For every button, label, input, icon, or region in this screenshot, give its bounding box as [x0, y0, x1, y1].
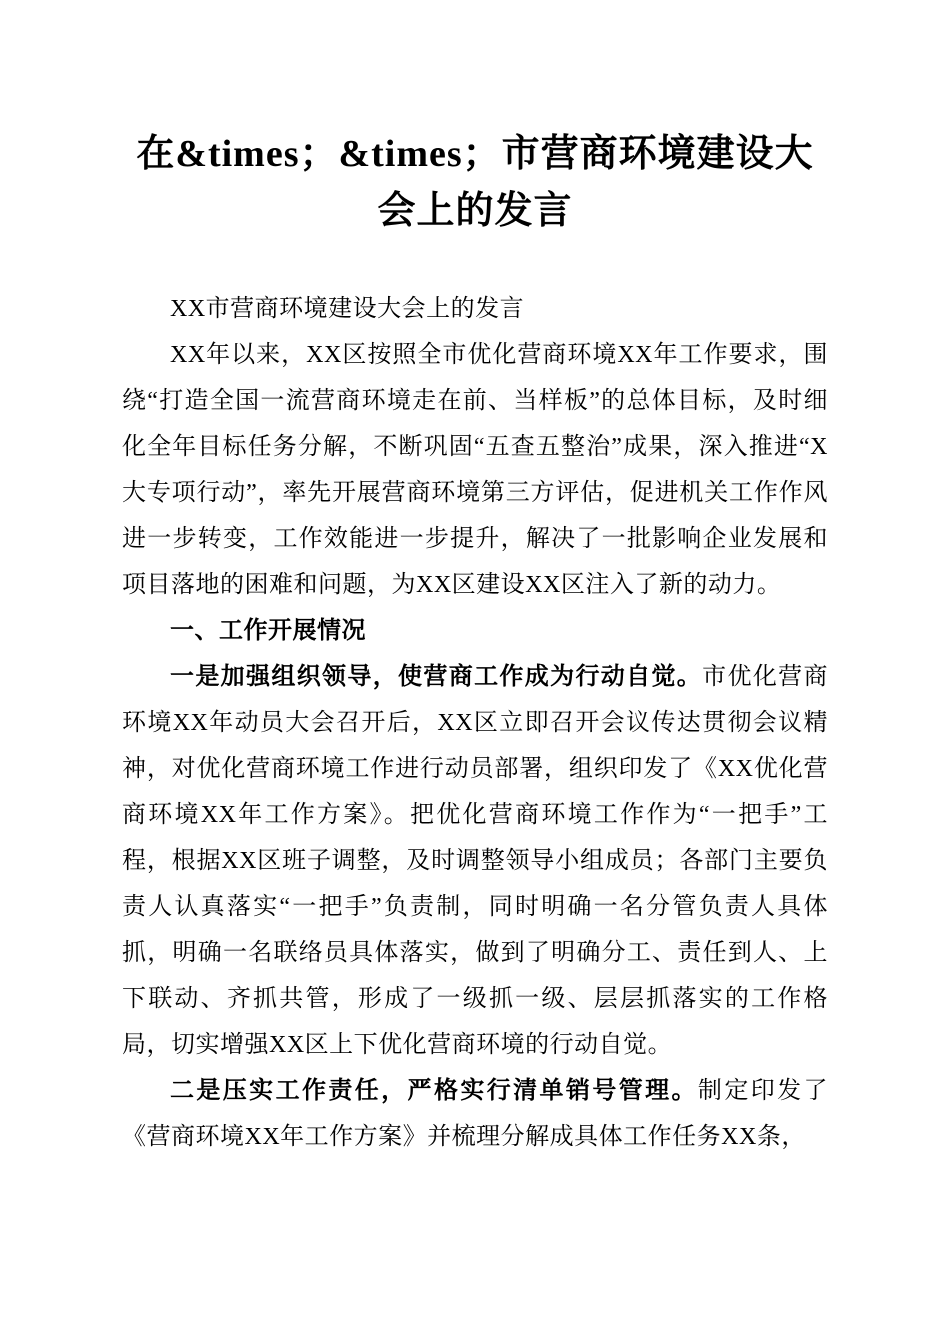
paragraph-point-1: [122, 654, 828, 1068]
paragraph-point-2-text: 制定印发了《营商环境XX年工作方案》并梳理分解成具体工作任务XX条，: [122, 1078, 829, 1150]
paragraph-subtitle: XX市营商环境建设大会上的发言: [170, 296, 525, 322]
paragraph-point-2-lead: 二是压实工作责任，严格实行清单销号管理。: [170, 1078, 698, 1104]
document-title: 在&times；&times；市营商环境建设大会上的发言: [136, 133, 814, 232]
paragraph-overview: XX年以来，XX区按照全市优化营商环境XX年工作要求，围绕“打造全国一流营商环境走在前、当样板”的总体目标，及时细化全年目标任务分解，不断巩固“五查五整治”成果，深入推进“X大专项行动”，率先开展营商环境第三方评估，促进机关工作作风进一步转变，工作效能进一步提升，解决了一批影响企业发展和项目落地的困难和问题，为XX区建设XX区注入了新的动力。: [122, 342, 828, 598]
document-body: [122, 286, 828, 1160]
paragraph-point-2: [122, 1068, 828, 1160]
paragraph-point-1-text: 市优化营商环境XX年动员大会召开后，XX区立即召开会议传达贯彻会议精神，对优化营商环境工作进行动员部署，组织印发了《XX优化营商环境XX年工作方案》。把优化营商环境工作作为“一把手”工程，根据XX区班子调整，及时调整领导小组成员；各部门主要负责人认真落实“一把手”负责制，同时明确一名分管负责人具体抓，明确一名联络员具体落实，做到了明确分工、责任到人、上下联动、齐抓共管，形成了一级抓一级、层层抓落实的工作格局，切实增强XX区上下优化营商环境的行动自觉。: [122, 664, 829, 1058]
paragraph-point-1-lead: 一是加强组织领导，使营商工作成为行动自觉。: [170, 664, 703, 690]
section-heading-work-progress: 一、工作开展情况: [170, 618, 366, 644]
